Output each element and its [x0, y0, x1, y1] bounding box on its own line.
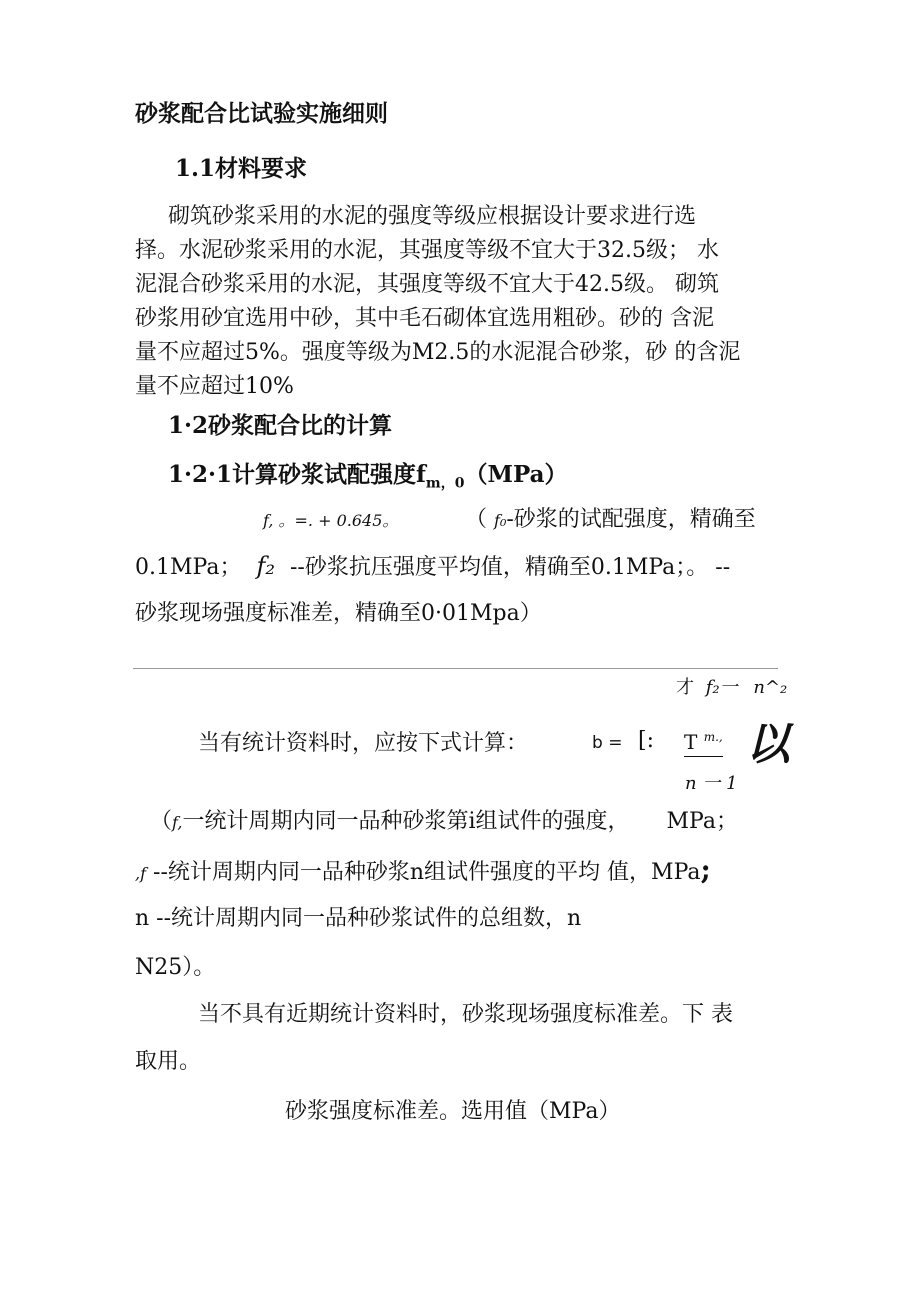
text-line: 泥混合砂浆采用的水泥，其强度等级不宜大于42.5级。 砌筑 — [135, 272, 719, 297]
std-formula-bracket: [: — [638, 728, 654, 753]
text-line: 量不应超过5%。强度等级为M2.5的水泥混合砂浆，砂 的含泥 — [135, 340, 741, 365]
std-formula-denominator: n 一 1 — [685, 773, 738, 794]
text: 一统计周期内同一品种砂浆第i组试件的强度， — [182, 809, 630, 834]
formula-char: n^₂ — [753, 677, 788, 698]
definition-line2 — [135, 853, 711, 891]
note-text: -砂浆的试配强度，精确至 — [506, 507, 756, 532]
formula-note-line1 — [465, 503, 756, 538]
open-paren: （ — [465, 507, 488, 532]
heading-tail: （MPa） — [464, 461, 568, 488]
table-caption: 砂浆强度标准差。选用值（MPa） — [285, 1099, 621, 1124]
text-line: 砌筑砂浆采用的水泥的强度等级应根据设计要求进行选 — [168, 204, 697, 229]
symbol-f: ,f — [135, 864, 147, 883]
statistics-lead-text: 当有统计资料时，应按下式计算： — [198, 731, 529, 756]
std-formula-top — [676, 673, 787, 699]
paragraph-materials — [135, 200, 740, 404]
text: ; — [700, 853, 711, 886]
formula-note-line3: 砂浆现场强度标准差，精确至0·01Mpa） — [135, 601, 542, 626]
symbol-fi: f, — [172, 813, 183, 832]
std-formula-glyph: 以 — [746, 719, 786, 770]
section-heading-trial-strength — [168, 456, 568, 493]
std-formula-b: b = — [592, 733, 623, 753]
formula-char: f₂一 — [705, 677, 738, 698]
section-heading-materials: 1.1材料要求 — [175, 155, 308, 182]
formula-note-line2 — [135, 549, 730, 585]
heading-subscript: m，0 — [425, 475, 465, 492]
text: （ — [150, 809, 173, 834]
note-text: 0.1MPa； — [135, 555, 242, 580]
text: --统计周期内同一品种砂浆n组试件强度的平均 值，MPa — [153, 860, 701, 885]
definition-line1 — [150, 805, 738, 840]
section-heading-calculation: 1·2砂浆配合比的计算 — [168, 412, 393, 439]
text-line: 择。水泥砂浆采用的水泥，其强度等级不宜大于32.5级； 水 — [135, 238, 719, 263]
definition-line3: n --统计周期内同一品种砂浆试件的总组数，n — [135, 906, 582, 931]
definition-line4: N25）。 — [135, 955, 216, 980]
formula-expression: f, 。=. + 0.645。 — [263, 511, 399, 530]
document-title: 砂浆配合比试验实施细则 — [135, 100, 388, 127]
formula-char: m., — [703, 730, 723, 744]
formula-trial-strength — [263, 503, 398, 538]
text-line: 砂浆用砂宜选用中砂，其中毛石砌体宜选用粗砂。砂的 含泥 — [135, 306, 714, 331]
symbol-f0: f₀ — [494, 511, 507, 530]
symbol-f2: f₂ — [256, 552, 275, 580]
no-statistics-line2: 取用。 — [135, 1049, 202, 1074]
text-line: 量不应超过10% — [135, 374, 294, 399]
note-text: --砂浆抗压强度平均值，精确至0.1MPa；。 -- — [289, 555, 731, 580]
heading-main: 1·2·1计算砂浆试配强度f — [168, 461, 426, 488]
std-formula-numerator — [684, 730, 723, 757]
text: MPa； — [666, 809, 738, 834]
no-statistics-line1: 当不具有近期统计资料时，砂浆现场强度标准差。下 表 — [198, 1002, 733, 1027]
formula-char: 才 — [676, 677, 694, 698]
formula-char: T — [684, 730, 698, 754]
divider-line — [133, 668, 778, 669]
